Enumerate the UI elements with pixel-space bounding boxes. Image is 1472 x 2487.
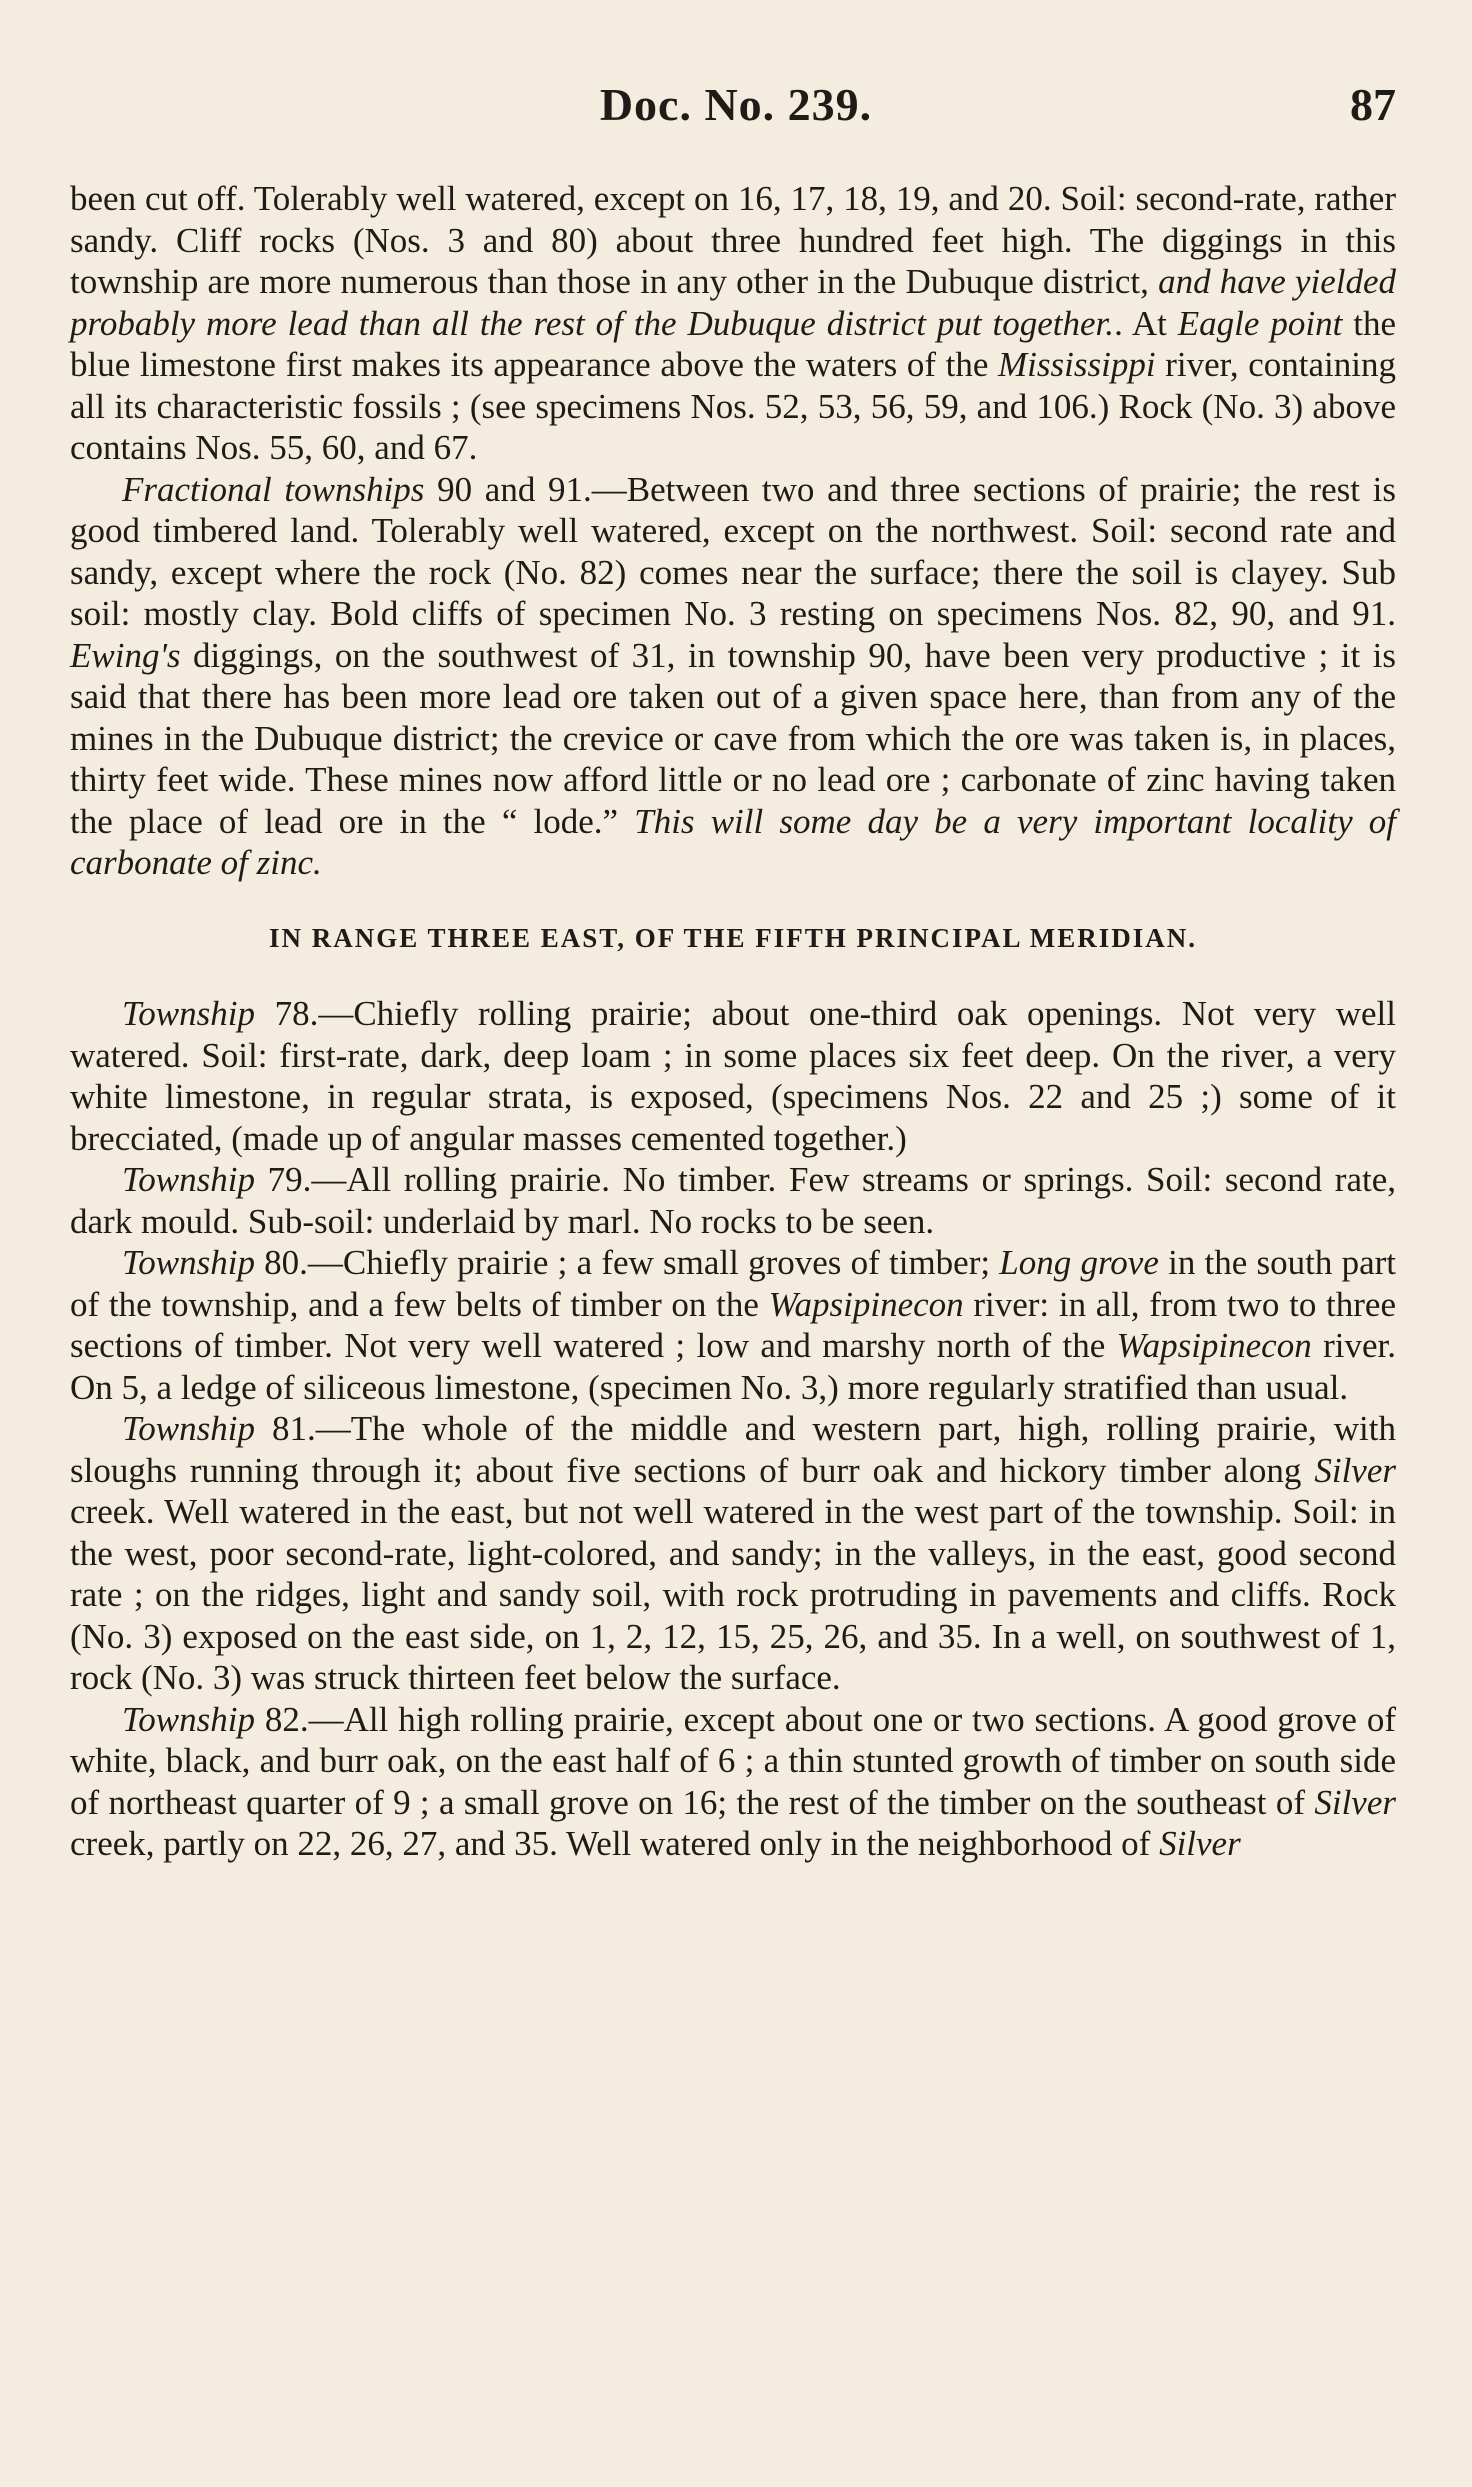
text-run: IN RANGE THREE EAST, OF THE FIFTH PRINCIPAL MERIDIAN.	[268, 922, 1198, 953]
italic-text: and have yielded probably more lead than all the rest of the Dubuque district put together.	[70, 262, 1396, 343]
italic-text: Township	[122, 1409, 255, 1448]
italic-text: Silver	[1159, 1824, 1241, 1863]
paragraph	[70, 1408, 1396, 1699]
text-run: 79.—All rolling prairie. No timber. Few streams or springs. Soil: second rate, dark mould. Sub-soil: underlaid by marl. No rocks to be seen.	[70, 1160, 1396, 1241]
page-number: 87	[1350, 79, 1396, 130]
italic-text: Township	[122, 1243, 255, 1282]
italic-text: Silver	[1314, 1782, 1396, 1822]
text-run: 81.—The whole of the middle and western part, high, rolling prairie, with sloughs running through it; about five sections of burr oak and hickory timber along	[70, 1409, 1396, 1490]
body-text	[70, 178, 1396, 1865]
text-run: 90 and 91.—Between two and three sections of prairie; the rest is good timbered land. Tolerably well watered, except on the northwest. Soil: second rate and sandy, except where the rock (No. 82) comes near the surface; there the soil is clayey. Sub soil: mostly clay. Bold cliffs of specimen No. 3 resting on specimens Nos. 82, 90, and 91.	[70, 469, 1396, 633]
italic-text: Township	[122, 1699, 255, 1739]
running-title: Doc. No. 239.	[599, 79, 873, 130]
italic-text: Long grove	[999, 1243, 1159, 1282]
italic-text: Silver	[1314, 1450, 1396, 1490]
text-run: diggings, on the southwest of 31, in township 90, have been very productive ; it is said that there has been more lead ore taken out of a given space here, than from any of the mines in the Dubuque district; the crevice or cave from which the ore was taken is, in places, thirty feet wide. These mines now afford little or no lead ore ; carbonate of zinc having taken the place of lead ore in the “ lode.”	[70, 635, 1396, 841]
text-run: in the south part of the township, and a few belts of timber on the	[70, 1243, 1396, 1324]
paragraph	[70, 1242, 1396, 1408]
italic-text: Wapsipinecon	[768, 1284, 964, 1324]
italic-text: Ewing's	[70, 635, 181, 675]
italic-text: Mississippi	[998, 345, 1156, 384]
text-run: 82.—All high rolling prairie, except about one or two sections. A good grove of white, black, and burr oak, on the east half of 6 ; a thin stunted growth of timber on south side of northeast quarter of 9 ; a small grove on 16; the rest of the timber on the southeast of	[70, 1699, 1396, 1822]
paragraph	[70, 178, 1396, 469]
text-run: been cut off. Tolerably well watered, except on 16, 17, 18, 19, and 20. Soil: second-rate, rather sandy. Cliff rocks (Nos. 3 and 80) about three hundred feet high. The diggings in this township are more numerous than those in any other in the Dubuque district,	[70, 179, 1396, 301]
paragraph	[70, 1159, 1396, 1242]
text-run: creek. Well watered in the east, but not well watered in the west part of the township. Soil: in the west, poor second-rate, light-colored, and sandy; in the valleys, in the east, good second rate ; on the ridges, light and sandy soil, with rock protruding in pavements and cliffs. Rock (No. 3) exposed on the east side, on 1, 2, 12, 15, 25, 26, and 35. In a well, on southwest of 1, rock (No. 3) was struck thirteen feet below the surface.	[70, 1492, 1396, 1697]
italic-text: Wapsipinecon	[1116, 1326, 1312, 1365]
italic-text: Eagle point	[1177, 303, 1343, 343]
text-run: river, containing all its characteristic fossils ; (see specimens Nos. 52, 53, 56, 59, and 106.) Rock (No. 3) above contains Nos. 55, 60, and 67.	[70, 345, 1396, 467]
section-heading	[70, 918, 1396, 960]
paragraph	[70, 993, 1396, 1159]
italic-text: Township	[122, 994, 255, 1033]
text-run: . At	[1114, 303, 1178, 343]
italic-text: Fractional townships	[122, 469, 425, 509]
italic-text: This will some day be a very important locality of carbonate of zinc.	[70, 801, 1396, 882]
paragraph	[70, 469, 1396, 884]
text-run: creek, partly on 22, 26, 27, and 35. Well watered only in the neighborhood of	[70, 1824, 1160, 1863]
text-run: river. On 5, a ledge of siliceous limestone, (specimen No. 3,) more regularly stratified than usual.	[70, 1326, 1396, 1407]
paragraph	[70, 1699, 1396, 1865]
page-header	[0, 78, 1472, 138]
text-run: the blue limestone first makes its appearance above the waters of the	[70, 303, 1396, 384]
italic-text: Township	[122, 1160, 255, 1199]
text-run: 78.—Chiefly rolling prairie; about one-third oak openings. Not very well watered. Soil: first-rate, dark, deep loam ; in some places six feet deep. On the river, a very white limestone, in regular strata, is exposed, (specimens Nos. 22 and 25 ;) some of it brecciated, (made up of angular masses cemented together.)	[70, 994, 1396, 1158]
text-run: 80.—Chiefly prairie ; a few small groves of timber;	[254, 1243, 1000, 1282]
text-run: river: in all, from two to three sections of timber. Not very well watered ; low and marshy north of the	[70, 1284, 1396, 1365]
